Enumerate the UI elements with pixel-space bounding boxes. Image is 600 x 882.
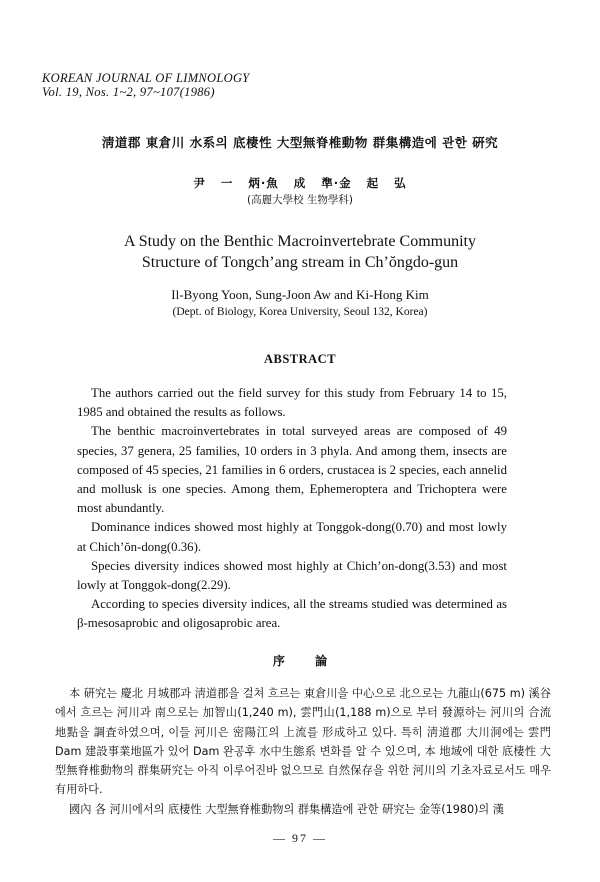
page-number: — 97 —	[273, 831, 327, 845]
journal-header	[42, 71, 250, 99]
section-body	[55, 684, 551, 819]
english-title-line-1: A Study on the Benthic Macroinvertebrate Community	[124, 233, 476, 250]
journal-name: KOREAN JOURNAL OF LIMNOLOGY	[42, 71, 250, 85]
korean-authors: 尹 一 炳·魚 成 準·金 起 弘	[193, 176, 407, 190]
english-authors: Il-Byong Yoon, Sung-Joon Aw and Ki-Hong Kim	[171, 287, 429, 302]
abstract-body	[77, 384, 507, 634]
body-paragraph: 本 硏究는 慶北 月城郡과 淸道郡을 걸쳐 흐르는 東倉川을 中心으로 北으로는 九龍山(675 m) 溪谷에서 흐르는 河川과 南으로는 加智山(1,240 m), 雲門山(1,188 m)으로 부터 發源하는 河川의 合流地點을 調査하였으며, 이들 河川은 密陽江의 上流를 形成하고 있다. 특히 淸道郡 大川洞에는 雲門 Dam 建設事業地區가 있어 Dam 완공후 水中生態系 변화를 알 수 있으며, 本 地域에 대한 底棲性 大型無脊椎動物의 群集硏究는 아직 이루어진바 없으므로 自然保存을 위한 河川의 기초자료로서도 매우 有用하다.	[55, 687, 551, 797]
abstract-heading: ABSTRACT	[263, 352, 337, 366]
korean-affiliation: (高麗大學校 生物學科)	[246, 194, 354, 206]
journal-issue: Vol. 19, Nos. 1~2, 97~107(1986)	[42, 85, 215, 99]
abstract-paragraph: The benthic macroinvertebrates in total surveyed areas are composed of 49 species, 37 genera, 25 families, 10 orders in 3 phyla. And among them, insects are composed of 45 species, 21 families in 6 orders, crustacea is 2 species, each annelid and mollusk is one species. Among them, Ephemeroptera and Trichoptera were most abundantly.	[77, 424, 507, 516]
english-title	[0, 231, 600, 273]
korean-title: 淸道郡 東倉川 水系의 底棲性 大型無脊椎動物 群集構造에 관한 硏究	[101, 135, 499, 150]
english-affiliation: (Dept. of Biology, Korea University, Seoul 132, Korea)	[172, 306, 428, 318]
english-title-line-2: Structure of Tongch’ang stream in Ch’ŏngdo-gun	[141, 254, 459, 271]
abstract-paragraph: According to species diversity indices, all the streams studied was determined as β-mesosaprobic and oligosaprobic area.	[77, 597, 507, 631]
section-heading: 序 論	[272, 654, 328, 668]
body-paragraph: 國內 各 河川에서의 底棲性 大型無脊椎動物의 群集構造에 관한 硏究는 金等(1980)의 漢	[69, 802, 504, 816]
abstract-paragraph: Species diversity indices showed most highly at Chich’on-dong(3.53) and most lowly at Tonggok-dong(2.29).	[77, 558, 507, 593]
abstract-paragraph: Dominance indices showed most highly at Tonggok-dong(0.70) and most lowly at Chich’ŏn-dong(0.36).	[77, 520, 507, 554]
abstract-paragraph: The authors carried out the field survey for this study from February 14 to 15, 1985 and obtained the results as follows.	[77, 386, 507, 420]
